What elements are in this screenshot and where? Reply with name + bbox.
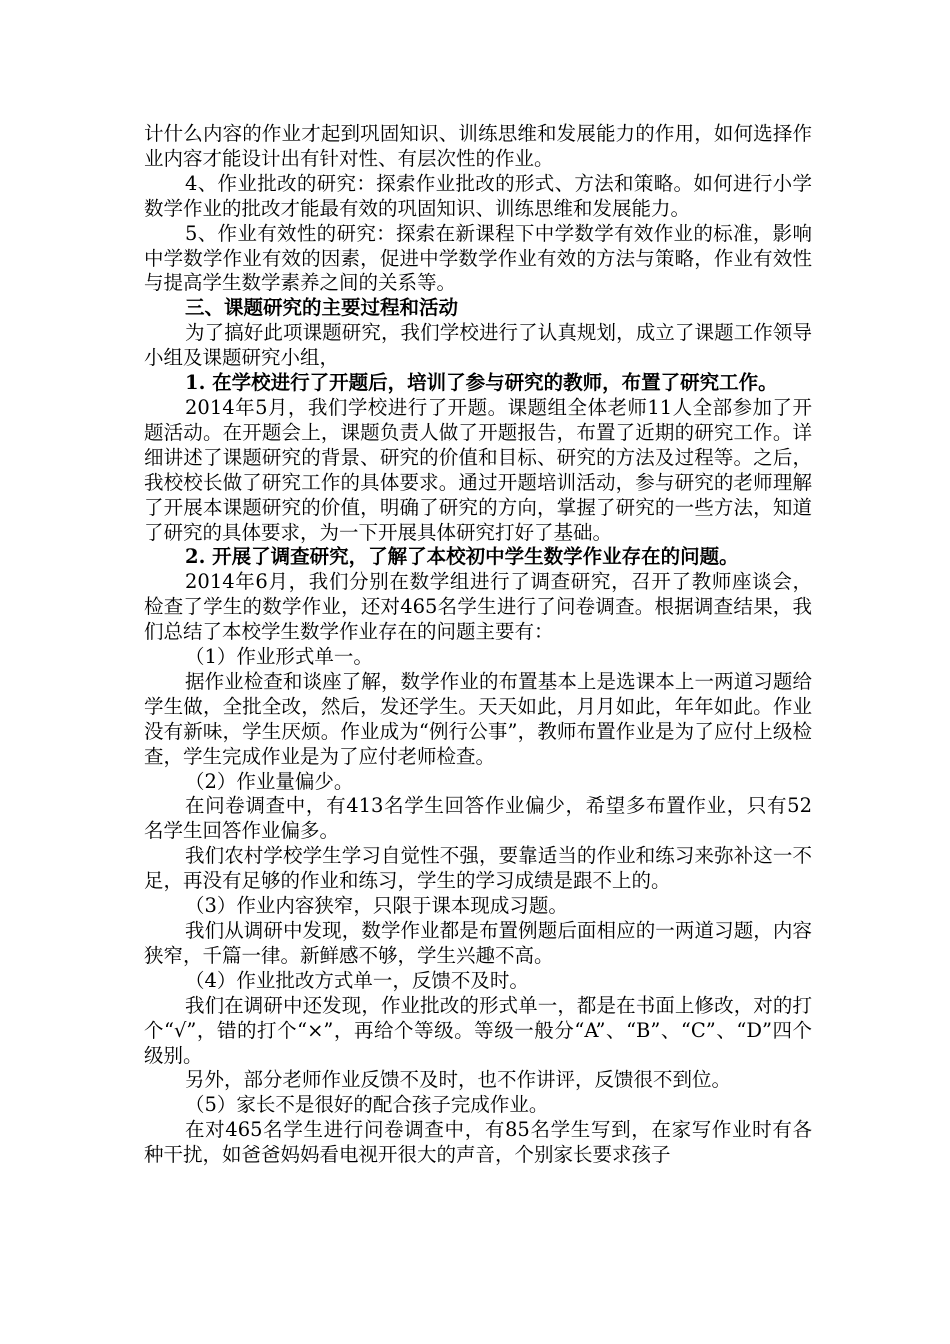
paragraph-5: 为了搞好此项课题研究，我们学校进行了认真规划，成立了课题工作领导小组及课题研究小组， bbox=[144, 321, 812, 370]
problem-item-5: （5）家长不是很好的配合孩子完成作业。 bbox=[185, 1093, 549, 1117]
subheading-1: 1. 在学校进行了开题后，培训了参与研究的教师，布置了研究工作。 bbox=[185, 371, 778, 395]
paragraph-7: 2014年5月，我们学校进行了开题。课题组全体老师11人全部参加了开题活动。在开题会上，课题负责人做了开题报告，布置了近期的研究工作。详细讲述了课题研究的背景、研究的价值和目标、研究的方法及过程等。之后，我校校长做了研究工作的具体要求。通过开题培训活动，参与研究的老师理解了开展本课题研究的价值，明确了研究的方向，掌握了研究的一些方法，知道了研究的具体要求，为一下开展具体研究打好了基础。 bbox=[144, 395, 812, 544]
section-heading-3: 三、课题研究的主要过程和活动 bbox=[185, 296, 459, 320]
paragraph-14: 我们农村学校学生学习自觉性不强，要靠适当的作业和练习来弥补这一不足，再没有足够的作业和练习，学生的学习成绩是跟不上的。 bbox=[144, 844, 812, 893]
problem-item-4: （4）作业批改方式单一，反馈不及时。 bbox=[185, 968, 529, 992]
paragraph-13: 在问卷调查中，有413名学生回答作业偏少，希望多布置作业，只有52名学生回答作业偏多。 bbox=[144, 794, 812, 843]
paragraph-1: 计什么内容的作业才起到巩固知识、训练思维和发展能力的作用，如何选择作业内容才能设计出有针对性、有层次性的作业。 bbox=[144, 122, 812, 170]
paragraph-18: 我们在调研中还发现，作业批改的形式单一，都是在书面上修改，对的打个“√”，错的打个“×”，再给个等级。等级一般分“A”、“B”、“C”、“D”四个级别。 bbox=[144, 993, 812, 1067]
problem-item-3: （3）作业内容狭窄，只限于课本现成习题。 bbox=[185, 894, 568, 918]
paragraph-3: 5、作业有效性的研究：探索在新课程下中学数学有效作业的标准，影响中学数学作业有效的因素，促进中学数学作业有效的方法与策略，作业有效性与提高学生数学素养之间的关系等。 bbox=[144, 221, 812, 295]
paragraph-11: 据作业检查和谈座了解，数学作业的布置基本上是选课本上一两道习题给学生做，全批全改，然后，发还学生。天天如此，月月如此，年年如此。作业没有新味，学生厌烦。作业成为“例行公事”，教师布置作业是为了应付上级检查，学生完成作业是为了应付老师检查。 bbox=[144, 669, 812, 768]
paragraph-2: 4、作业批改的研究：探索作业批改的形式、方法和策略。如何进行小学数学作业的批改才能最有效的巩固知识、训练思维和发展能力。 bbox=[144, 171, 812, 220]
document-page bbox=[144, 122, 812, 1168]
problem-item-1: （1）作业形式单一。 bbox=[185, 645, 373, 669]
paragraph-21: 在对465名学生进行问卷调查中，有85名学生写到，在家写作业时有各种干扰，如爸爸妈妈看电视开很大的声音，个别家长要求孩子 bbox=[144, 1118, 812, 1167]
problem-item-2: （2）作业量偏少。 bbox=[185, 769, 354, 793]
paragraph-9: 2014年6月，我们分别在数学组进行了调查研究，召开了教师座谈会，检查了学生的数学作业，还对465名学生进行了问卷调查。根据调查结果，我们总结了本校学生数学作业存在的问题主要有： bbox=[144, 570, 812, 644]
subheading-2: 2. 开展了调查研究，了解了本校初中学生数学作业存在的问题。 bbox=[185, 545, 739, 569]
paragraph-19: 另外，部分老师作业反馈不及时，也不作讲评，反馈很不到位。 bbox=[185, 1068, 732, 1092]
paragraph-16: 我们从调研中发现，数学作业都是布置例题后面相应的一两道习题，内容狭窄，千篇一律。新鲜感不够，学生兴趣不高。 bbox=[144, 919, 812, 967]
